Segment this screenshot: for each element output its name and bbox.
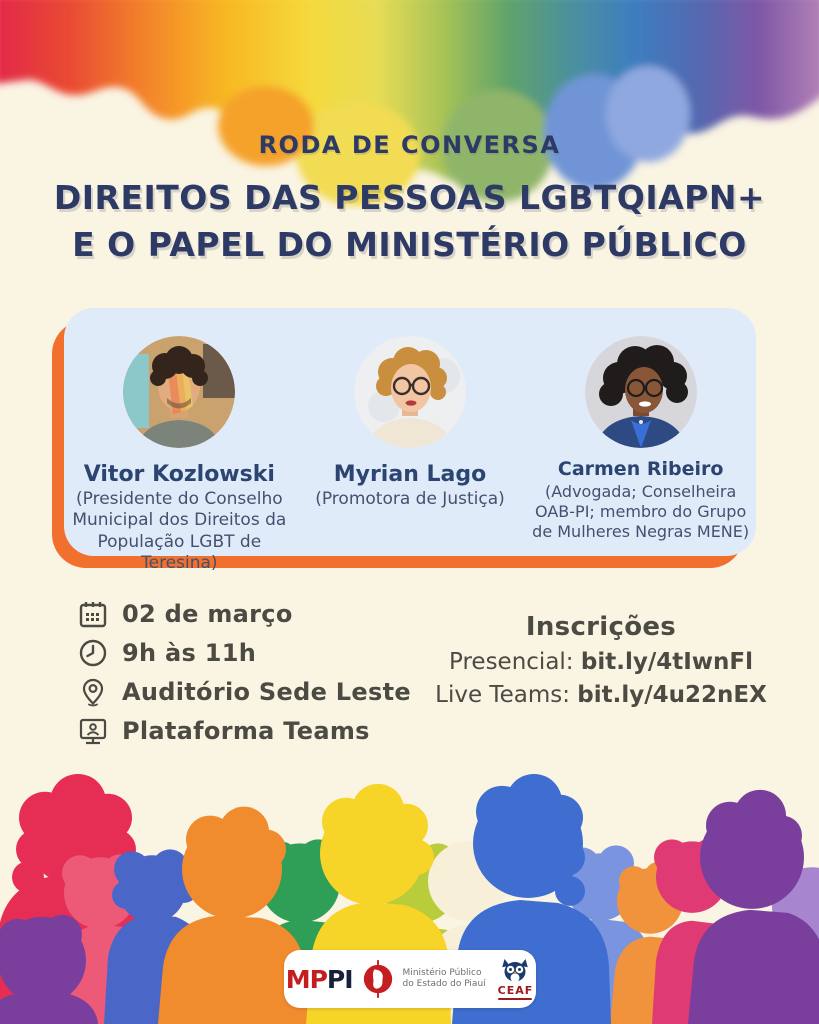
mppi-mp: MP — [285, 964, 327, 994]
inscription-live-teams — [408, 682, 794, 708]
live-teams-link: bit.ly/4u22nEX — [577, 682, 767, 708]
inscriptions-heading: Inscrições — [525, 612, 677, 642]
live-teams-label: Live Teams: — [435, 682, 578, 708]
speaker-name: Myrian Lago — [333, 462, 487, 487]
detail-platform-text: Plataforma Teams — [122, 717, 370, 745]
mppi-emblem-icon — [361, 960, 395, 998]
event-title-line1: DIREITOS DAS PESSOAS LGBTQIAPN+ — [53, 178, 766, 217]
clock-icon — [78, 638, 108, 668]
event-title-line2: E O PAPEL DO MINISTÉRIO PÚBLICO — [72, 225, 747, 264]
org-name-line1: Ministério Público — [402, 968, 482, 979]
speaker-role: (Advogada; Conselheira OAB-PI; membro do Grupo de Mulheres Negras MENE) — [532, 482, 750, 541]
presencial-link: bit.ly/4tIwnFl — [580, 649, 753, 675]
avatar-carmen — [585, 336, 697, 448]
detail-time — [78, 638, 411, 668]
org-name — [403, 968, 486, 990]
footer-logos — [284, 950, 536, 1008]
event-title — [0, 174, 819, 268]
speaker-name: Vitor Kozlowski — [83, 462, 275, 487]
event-kicker: RODA DE CONVERSA — [258, 131, 561, 159]
location-pin-icon — [78, 677, 108, 707]
detail-location-text: Auditório Sede Leste — [122, 678, 411, 706]
speaker-carmen — [528, 336, 753, 542]
speakers-card — [64, 308, 756, 573]
inscriptions-block — [408, 612, 794, 708]
detail-location — [78, 677, 411, 707]
detail-date-text: 02 de março — [122, 600, 293, 628]
speaker-myrian — [297, 336, 522, 510]
speaker-role: (Promotora de Justiça) — [315, 489, 505, 509]
event-details-list — [78, 599, 411, 755]
ceaf-logo — [498, 959, 534, 1000]
speaker-name: Carmen Ribeiro — [557, 458, 724, 480]
detail-time-text: 9h às 11h — [122, 639, 257, 667]
detail-platform — [78, 716, 411, 746]
mppi-pi: PI — [326, 964, 353, 994]
org-name-line2: do Estado do Piauí — [402, 979, 486, 989]
ceaf-tagline-rule — [498, 998, 532, 1000]
speaker-vitor — [67, 336, 292, 574]
calendar-icon — [78, 599, 108, 629]
speaker-role: (Presidente do Conselho Municipal dos Direitos da População LGBT de Teresina) — [72, 489, 287, 573]
avatar-vitor — [123, 336, 235, 448]
speakers-card-body — [64, 308, 756, 573]
owl-icon — [500, 959, 530, 983]
mppi-wordmark — [285, 964, 353, 994]
detail-date — [78, 599, 411, 629]
webinar-icon — [78, 716, 108, 746]
presencial-label: Presencial: — [449, 649, 581, 675]
inscription-presencial — [408, 649, 794, 675]
ceaf-label: CEAF — [497, 983, 534, 997]
avatar-myrian — [354, 336, 466, 448]
